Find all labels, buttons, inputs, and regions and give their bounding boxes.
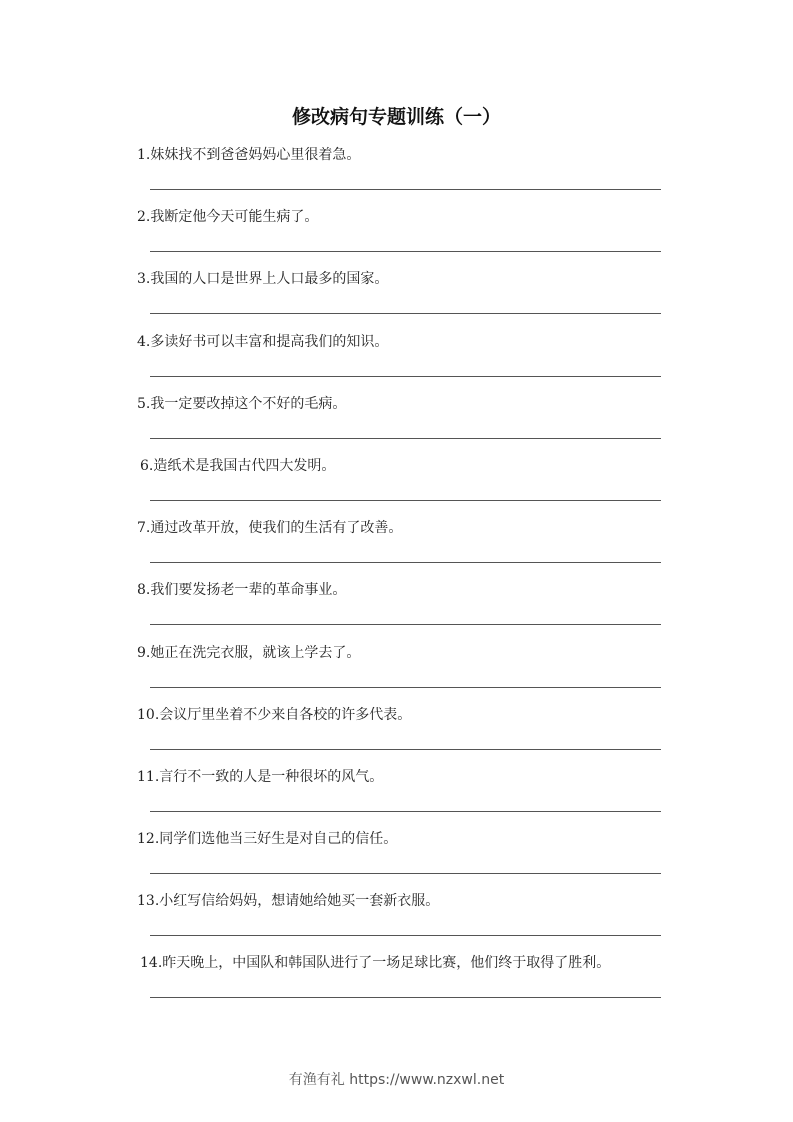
question-text: 1.妹妹找不到爸爸妈妈心里很着急。 [137, 147, 361, 163]
answer-line[interactable] [150, 251, 661, 252]
question-text: 5.我一定要改掉这个不好的毛病。 [137, 395, 347, 412]
answer-line[interactable] [150, 997, 661, 998]
question-1 [0, 143, 793, 205]
question-13 [0, 889, 793, 951]
answer-line[interactable] [150, 562, 661, 563]
question-text: 7.通过改革开放，使我们的生活有了改善。 [137, 520, 403, 537]
page-title: 修改病句专题训练（一） [291, 106, 501, 128]
question-14 [0, 951, 793, 1013]
answer-line[interactable] [150, 438, 661, 439]
question-5 [0, 392, 793, 454]
question-text: 2.我断定他今天可能生病了。 [137, 209, 319, 226]
question-text: 13.小红写信给妈妈，想请她给她买一套新衣服。 [137, 893, 440, 910]
question-text: 3.我国的人口是世界上人口最多的国家。 [137, 271, 389, 288]
question-text: 14.昨天晚上，中国队和韩国队进行了一场足球比赛，他们终于取得了胜利。 [140, 955, 611, 972]
answer-line[interactable] [150, 376, 661, 377]
answer-line[interactable] [150, 500, 661, 501]
question-10 [0, 703, 793, 765]
question-7 [0, 516, 793, 578]
answer-line[interactable] [150, 687, 661, 688]
answer-line[interactable] [150, 189, 661, 190]
question-text: 8.我们要发扬老一辈的革命事业。 [137, 582, 347, 599]
question-2 [0, 205, 793, 267]
question-text: 12.同学们选他当三好生是对自己的信任。 [137, 831, 398, 848]
question-text: 6.造纸术是我国古代四大发明。 [140, 457, 336, 474]
question-text: 9.她正在洗完衣服，就该上学去了。 [137, 644, 361, 661]
question-6 [0, 454, 793, 516]
question-3 [0, 267, 793, 329]
answer-line[interactable] [150, 313, 661, 314]
question-text: 10.会议厅里坐着不少来自各校的许多代表。 [137, 706, 412, 723]
answer-line[interactable] [150, 749, 661, 750]
question-9 [0, 641, 793, 703]
answer-line[interactable] [150, 935, 661, 936]
answer-line[interactable] [150, 811, 661, 812]
answer-line[interactable] [150, 624, 661, 625]
question-list [0, 143, 793, 1014]
question-4 [0, 330, 793, 392]
answer-line[interactable] [150, 873, 661, 874]
question-12 [0, 827, 793, 889]
footer-watermark: 有渔有礼 https://www.nzxwl.net [288, 1072, 505, 1088]
question-8 [0, 578, 793, 640]
question-text: 11.言行不一致的人是一种很坏的风气。 [137, 768, 384, 785]
question-11 [0, 765, 793, 827]
question-text: 4.多读好书可以丰富和提高我们的知识。 [137, 333, 389, 350]
